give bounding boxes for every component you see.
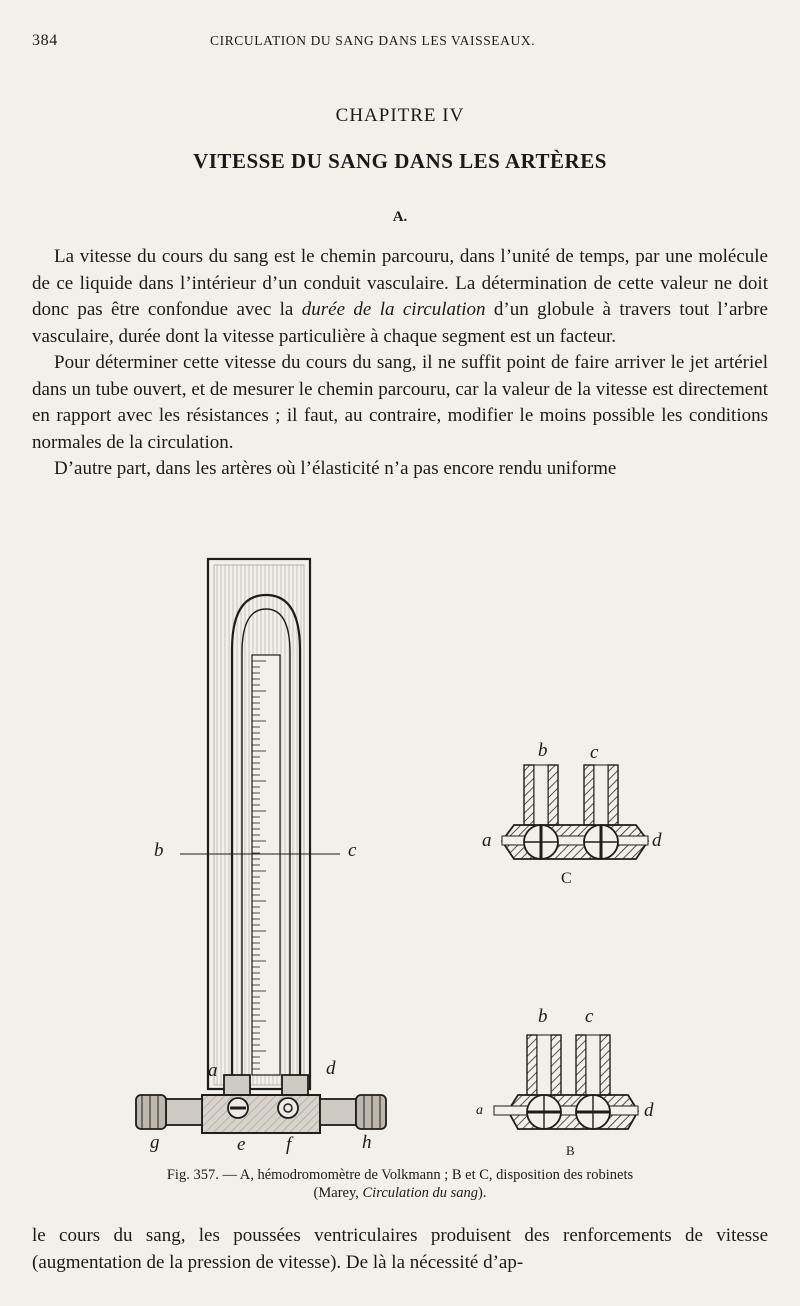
label-C-c: c bbox=[590, 742, 599, 763]
running-header bbox=[32, 30, 768, 54]
chapter-heading: CHAPITRE IV bbox=[335, 105, 465, 126]
label-A-a: a bbox=[208, 1060, 218, 1081]
figure-caption bbox=[32, 1166, 768, 1202]
label-B-b: b bbox=[538, 1006, 548, 1027]
figure-357 bbox=[120, 555, 720, 1158]
caption-line-2: (Marey, Circulation du sang). bbox=[313, 1185, 487, 1201]
stopcock-detail-C bbox=[502, 765, 648, 859]
label-A-e: e bbox=[237, 1134, 246, 1155]
body-text-bottom bbox=[32, 1223, 768, 1276]
label-A-b: b bbox=[154, 840, 164, 861]
caption-line-1: Fig. 357. — A, hémodromomètre de Volkmann ; B et C, disposition des robinets bbox=[166, 1167, 634, 1183]
running-title: CIRCULATION DU SANG DANS LES VAISSEAUX. bbox=[210, 33, 536, 48]
paragraph-1: La vitesse du cours du sang est le chemin parcouru, dans l’unité de temps, par une molécule de ce liquide dans l’intérieur d’un conduit vasculaire. La détermination de cette valeur ne doit donc pas être confondue avec la durée de la circulation d’un globule à travers tout l’arbre vasculaire, durée dont la vitesse particulière à chaque segment est un facteur. bbox=[32, 246, 768, 347]
italic-term: durée de la circulation bbox=[301, 299, 486, 320]
label-A-f: f bbox=[286, 1134, 292, 1155]
paragraph-continuation: le cours du sang, les poussées ventriculaires produisent des renforcements de vitesse (augmentation de la pression de vitesse). De là la nécessité d’ap- bbox=[32, 1225, 768, 1273]
paragraph-3: D’autre part, dans les artères où l’élasticité n’a pas encore rendu uniforme bbox=[54, 458, 617, 479]
label-A-d: d bbox=[326, 1058, 336, 1079]
page-number: 384 bbox=[32, 32, 58, 49]
section-label: A. bbox=[392, 209, 408, 225]
paragraph-2: Pour déterminer cette vitesse du cours du sang, il ne suffit point de faire arriver le jet artériel dans un tube ouvert, et de mesurer le chemin parcouru, car la valeur de la vitesse est directement en rapport avec les résistances ; il faut, au contraire, modifier le moins possible les conditions normales de la circulation. bbox=[32, 352, 768, 453]
label-C-d: d bbox=[652, 830, 662, 851]
label-A-h: h bbox=[362, 1132, 372, 1153]
chapter-title: VITESSE DU SANG DANS LES ARTÈRES bbox=[193, 149, 607, 173]
label-C-letter: C bbox=[561, 870, 572, 887]
label-A-g: g bbox=[150, 1132, 160, 1153]
label-C-a: a bbox=[482, 830, 492, 851]
label-B-letter: B bbox=[566, 1143, 575, 1158]
label-B-c: c bbox=[585, 1006, 594, 1027]
body-text-top bbox=[32, 244, 768, 483]
label-C-b: b bbox=[538, 740, 548, 761]
label-B-d: d bbox=[644, 1100, 654, 1121]
label-B-a: a bbox=[476, 1103, 483, 1118]
label-A-c: c bbox=[348, 840, 357, 861]
stopcock-detail-B bbox=[494, 1035, 638, 1129]
